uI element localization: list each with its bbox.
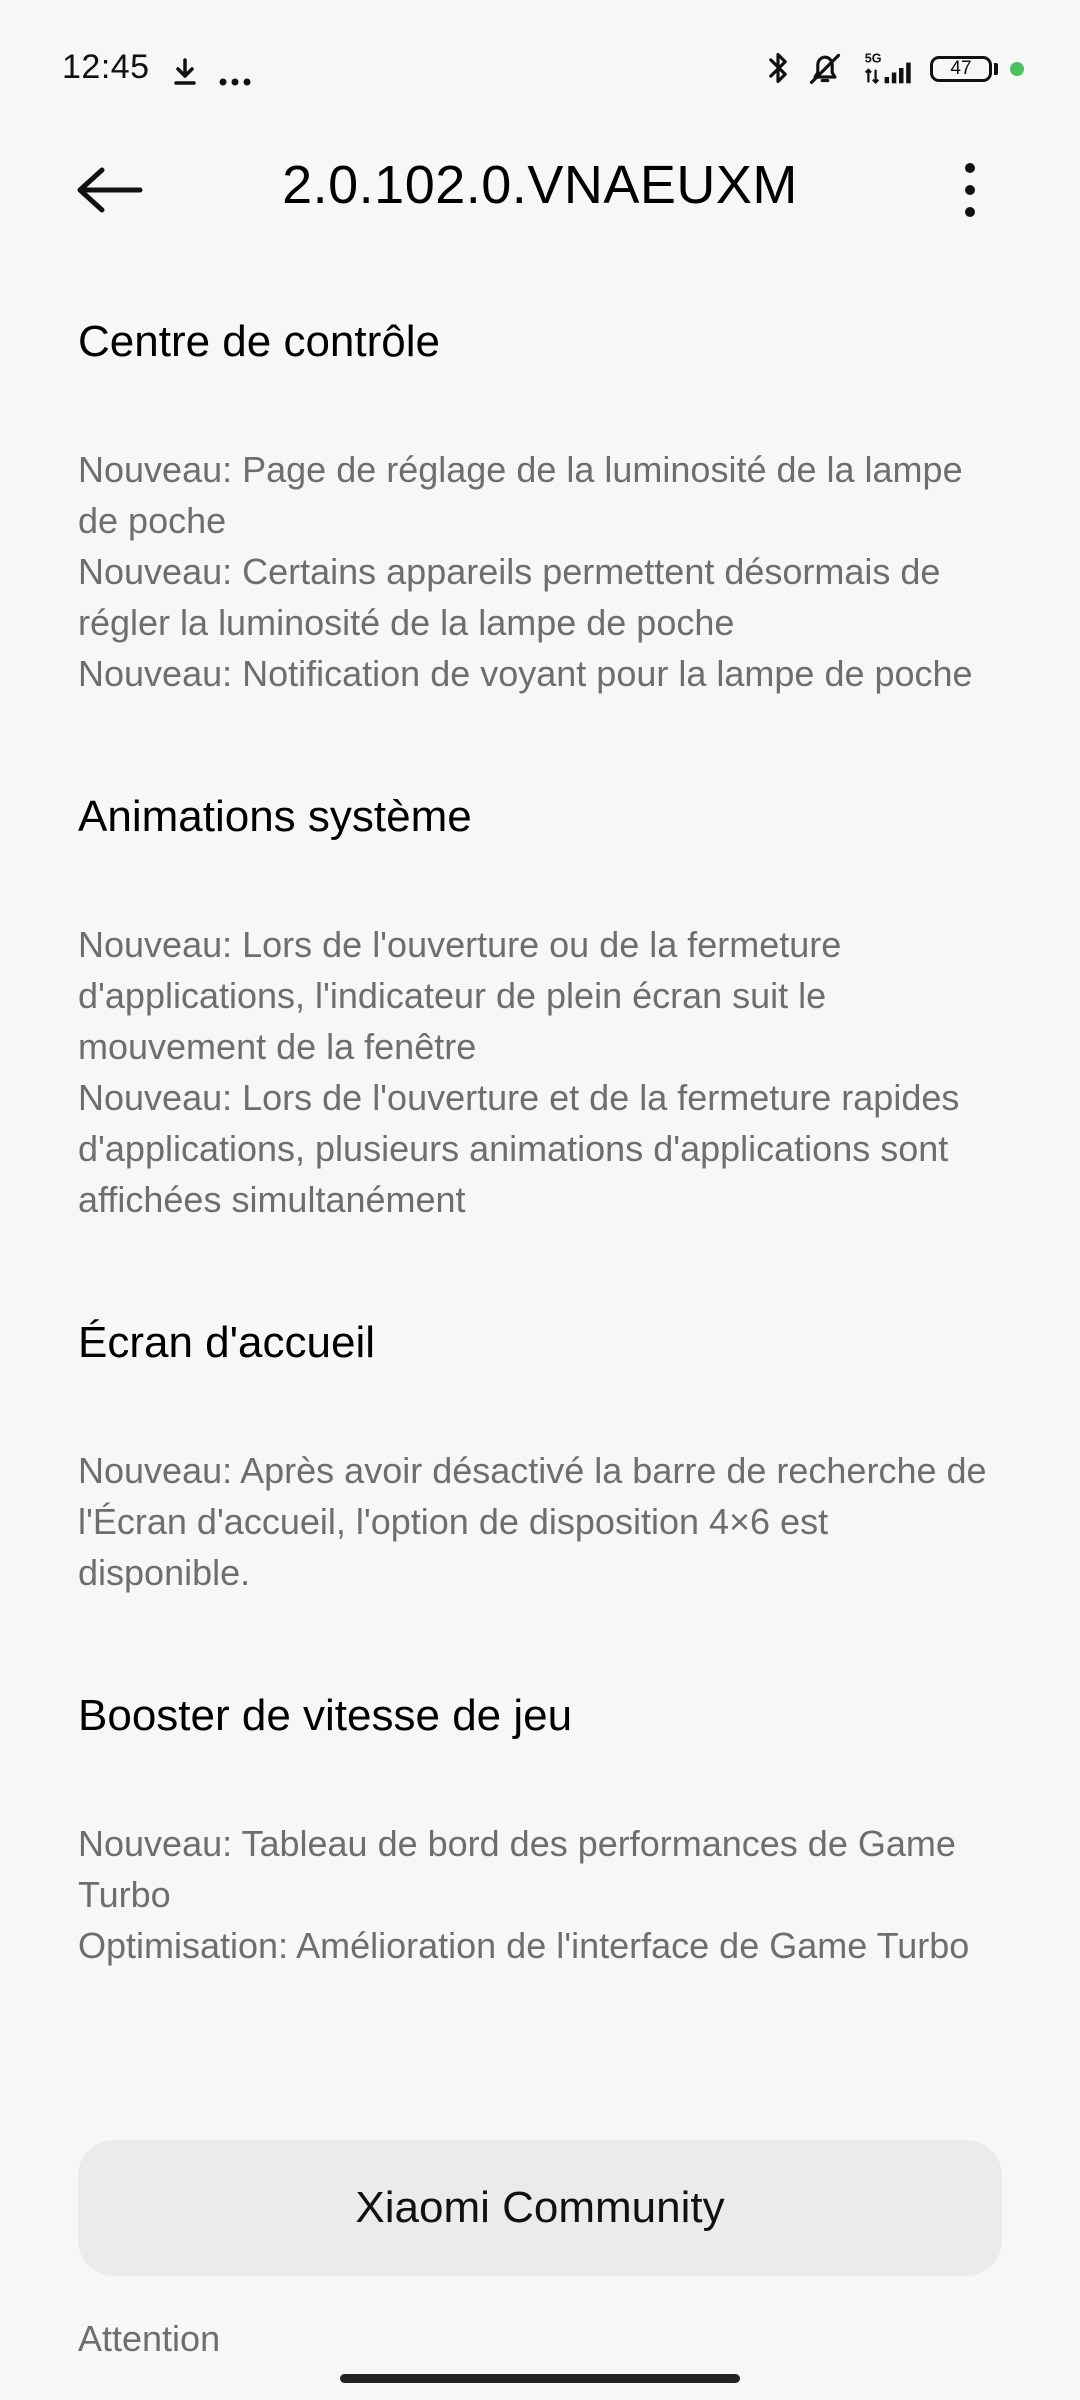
more-vertical-icon[interactable] bbox=[950, 158, 990, 222]
section-title: Centre de contrôle bbox=[78, 317, 440, 366]
privacy-dot-icon bbox=[1010, 62, 1024, 76]
note-line: Nouveau: Après avoir désactivé la barre de recherche de l'Écran d'accueil, l'option de disposition 4×6 est disponible. bbox=[78, 1450, 987, 1593]
home-indicator[interactable] bbox=[340, 2374, 740, 2383]
download-icon bbox=[170, 54, 200, 90]
section-title: Booster de vitesse de jeu bbox=[78, 1691, 573, 1740]
note-line: Nouveau: Tableau de bord des performances de Game Turbo bbox=[78, 1823, 956, 1915]
section-control-center bbox=[78, 312, 1008, 699]
note-line: Nouveau: Page de réglage de la luminosité de la lampe de poche bbox=[78, 449, 963, 541]
note-line: Nouveau: Notification de voyant pour la lampe de poche bbox=[78, 653, 973, 694]
section-title: Écran d'accueil bbox=[78, 1318, 375, 1367]
battery-icon bbox=[930, 56, 992, 82]
section-body bbox=[78, 444, 1008, 699]
bluetooth-icon bbox=[764, 50, 792, 86]
release-notes bbox=[78, 300, 1008, 2059]
section-body bbox=[78, 919, 1008, 1225]
section-body bbox=[78, 1445, 1008, 1598]
section-system-animations bbox=[78, 787, 1008, 1225]
battery-cap bbox=[994, 63, 998, 75]
app-header bbox=[0, 140, 1080, 240]
xiaomi-community-button[interactable]: Xiaomi Community bbox=[78, 2140, 1002, 2276]
note-line: Nouveau: Lors de l'ouverture ou de la fermeture d'applications, l'indicateur de plein écran suit le mouvement de la fenêtre bbox=[78, 924, 842, 1067]
section-game-booster bbox=[78, 1686, 1008, 1971]
note-line: Nouveau: Certains appareils permettent désormais de régler la luminosité de la lampe de poche bbox=[78, 551, 941, 643]
network-label: 5G bbox=[864, 51, 882, 66]
page-title: 2.0.102.0.VNAEUXM bbox=[282, 155, 798, 215]
note-line: Nouveau: Lors de l'ouverture et de la fermeture rapides d'applications, plusieurs animations d'applications sont affichées simultanément bbox=[78, 1077, 960, 1220]
more-notifications-icon bbox=[218, 64, 252, 100]
note-line: Optimisation: Amélioration de l'interface de Game Turbo bbox=[78, 1925, 970, 1966]
status-bar bbox=[0, 0, 1080, 140]
section-title: Animations système bbox=[78, 792, 472, 841]
section-body bbox=[78, 1818, 1008, 1971]
status-time: 12:45 bbox=[62, 48, 150, 86]
attention-heading: Attention bbox=[78, 2318, 221, 2359]
battery-level: 47 bbox=[950, 58, 972, 79]
section-home-screen bbox=[78, 1313, 1008, 1598]
silent-icon bbox=[804, 50, 846, 86]
signal-5g-icon bbox=[860, 50, 920, 86]
